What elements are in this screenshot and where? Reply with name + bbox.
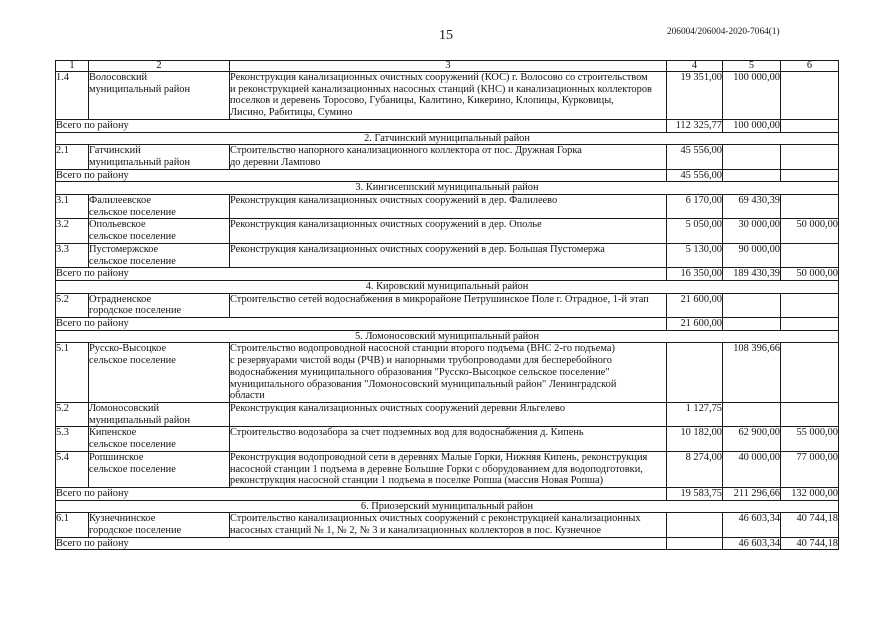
project-description-line: до деревни Лампово: [230, 156, 321, 168]
municipality-name: [89, 219, 230, 243]
amount-col5: [723, 145, 781, 169]
projects-table: [55, 60, 839, 550]
item-row: [56, 402, 839, 426]
municipality-name-line: сельское поселение: [89, 231, 176, 243]
page-number: 15: [439, 28, 453, 43]
municipality-name-line: Русско-Высоцкое: [89, 343, 167, 355]
total-amount-col4: 112 325,77: [667, 119, 723, 132]
item-number: 1.4: [56, 72, 89, 120]
table-header-row: [56, 61, 839, 72]
amount-col6: 40 744,18: [781, 513, 839, 537]
municipality-name-line: Пустомержское: [89, 243, 159, 255]
municipality-name: [89, 243, 230, 267]
section-row: [56, 182, 839, 195]
project-description-line: поселков и деревень Торосово, Губаницы, Калитино, Кикерино, Клопицы, Курковицы,: [230, 95, 614, 107]
item-number: 5.4: [56, 451, 89, 487]
item-number: 3.1: [56, 195, 89, 219]
amount-col6: [781, 293, 839, 317]
amount-col6: [781, 402, 839, 426]
municipality-name-line: Волосовский: [89, 72, 148, 83]
item-number: 2.1: [56, 145, 89, 169]
total-amount-col4: 19 583,75: [667, 487, 723, 500]
municipality-name-line: Ропшинское: [89, 451, 144, 463]
item-row: [56, 427, 839, 451]
amount-col6: [781, 343, 839, 403]
total-amount-col6: 50 000,00: [781, 268, 839, 281]
amount-col4: 21 600,00: [667, 293, 723, 317]
item-row: [56, 219, 839, 243]
item-row: [56, 451, 839, 487]
project-description-line: Строительство сетей водоснабжения в микрорайоне Петрушинское Поле г. Отрадное, 1-й этап: [230, 293, 649, 305]
project-description-line: с резервуарами чистой воды (РЧВ) и напорными трубопроводами для бесперебойного: [230, 355, 613, 367]
amount-col5: [723, 402, 781, 426]
municipality-name: [89, 293, 230, 317]
municipality-name-line: Ломоносовский: [89, 402, 160, 414]
header-cell-5: 5: [723, 61, 781, 72]
amount-col4: 10 182,00: [667, 427, 723, 451]
total-amount-col4: 16 350,00: [667, 268, 723, 281]
item-row: [56, 513, 839, 537]
amount-col4: [667, 513, 723, 537]
amount-col6: 55 000,00: [781, 427, 839, 451]
municipality-name-line: муниципальный район: [89, 156, 191, 168]
total-row: [56, 169, 839, 182]
amount-col6: [781, 145, 839, 169]
total-amount-col4: 21 600,00: [667, 318, 723, 331]
project-description: [230, 219, 667, 243]
project-description-line: насосной станции 1 подъема в деревне Большие Горки с оборудованием для водоподготовки,: [230, 463, 643, 475]
total-amount-col6: [781, 169, 839, 182]
item-number: 5.1: [56, 343, 89, 403]
amount-col5: 62 900,00: [723, 427, 781, 451]
project-description-line: Лисино, Рабитицы, Сумино: [230, 107, 353, 119]
project-description-line: водоснабжения муниципального образования "Русско-Высоцкое сельское поселение": [230, 366, 610, 378]
section-title: 4. Кировский муниципальный район: [56, 280, 839, 293]
section-title: 6. Приозерский муниципальный район: [56, 500, 839, 513]
project-description-line: Реконструкция канализационных очистных сооружений в дер. Ополье: [230, 219, 542, 231]
amount-col4: 19 351,00: [667, 72, 723, 120]
project-description-line: муниципального образования "Ломоносовский муниципальный район" Ленинградской: [230, 378, 617, 390]
amount-col4: 6 170,00: [667, 195, 723, 219]
amount-col6: 50 000,00: [781, 219, 839, 243]
project-description-line: области: [230, 390, 265, 402]
item-number: 5.3: [56, 427, 89, 451]
total-label: Всего по району: [56, 537, 667, 550]
amount-col4: 45 556,00: [667, 145, 723, 169]
amount-col6: 77 000,00: [781, 451, 839, 487]
municipality-name: [89, 145, 230, 169]
item-number: 5.2: [56, 293, 89, 317]
project-description-line: насосных станций № 1, № 2, № 3 и канализационных коллекторов в пос. Кузнечное: [230, 525, 601, 537]
header-cell-1: 1: [56, 61, 89, 72]
municipality-name-line: сельское поселение: [89, 255, 176, 267]
project-description-line: реконструкция насосной станции 1 подъема в поселке Ропша (массив Новая Ропша): [230, 475, 604, 487]
section-row: [56, 500, 839, 513]
total-amount-col6: 40 744,18: [781, 537, 839, 550]
total-label: Всего по району: [56, 169, 667, 182]
amount-col6: [781, 72, 839, 120]
total-label: Всего по району: [56, 487, 667, 500]
project-description-line: Реконструкция водопроводной сети в деревнях Малые Горки, Нижняя Кипень, реконструкция: [230, 451, 648, 463]
project-description: [230, 195, 667, 219]
amount-col5: 46 603,34: [723, 513, 781, 537]
project-description: [230, 343, 667, 403]
municipality-name-line: сельское поселение: [89, 439, 176, 451]
total-amount-col5: [723, 318, 781, 331]
item-row: [56, 293, 839, 317]
project-description-line: Строительство канализационных очистных сооружений с реконструкцией канализационных: [230, 513, 641, 525]
municipality-name: [89, 402, 230, 426]
section-row: [56, 330, 839, 343]
section-row: [56, 280, 839, 293]
project-description-line: Реконструкция канализационных очистных сооружений деревни Яльгелево: [230, 402, 566, 414]
amount-col4: [667, 343, 723, 403]
project-description: [230, 451, 667, 487]
item-row: [56, 72, 839, 120]
municipality-name-line: Опольевское: [89, 219, 146, 231]
amount-col4: 8 274,00: [667, 451, 723, 487]
project-description-line: Строительство водозабора за счет подземных вод для водоснабжения д. Кипень: [230, 427, 584, 439]
amount-col6: [781, 195, 839, 219]
amount-col4: 5 130,00: [667, 243, 723, 267]
total-amount-col6: 132 000,00: [781, 487, 839, 500]
amount-col5: 108 396,66: [723, 343, 781, 403]
total-row: [56, 537, 839, 550]
header-cell-6: 6: [781, 61, 839, 72]
total-row: [56, 318, 839, 331]
municipality-name: [89, 513, 230, 537]
municipality-name-line: Кипенское: [89, 427, 137, 439]
municipality-name-line: городское поселение: [89, 525, 182, 537]
total-row: [56, 268, 839, 281]
project-description-line: и реконструкцией канализационных насосных станций (КНС) и канализационных коллекторов: [230, 83, 652, 95]
item-row: [56, 195, 839, 219]
total-row: [56, 119, 839, 132]
section-title: 2. Гатчинский муниципальный район: [56, 132, 839, 145]
total-row: [56, 487, 839, 500]
municipality-name: [89, 427, 230, 451]
municipality-name-line: городское поселение: [89, 305, 182, 317]
municipality-name-line: сельское поселение: [89, 206, 176, 218]
section-title: 3. Кингисеппский муниципальный район: [56, 182, 839, 195]
amount-col5: [723, 293, 781, 317]
item-number: 3.3: [56, 243, 89, 267]
item-number: 5.2: [56, 402, 89, 426]
amount-col4: 1 127,75: [667, 402, 723, 426]
item-row: [56, 145, 839, 169]
section-title: 5. Ломоносовский муниципальный район: [56, 330, 839, 343]
municipality-name: [89, 195, 230, 219]
project-description-line: Реконструкция канализационных очистных сооружений в дер. Фалилеево: [230, 195, 558, 207]
municipality-name-line: Фалилеевское: [89, 195, 151, 207]
total-amount-col6: [781, 119, 839, 132]
total-amount-col4: 45 556,00: [667, 169, 723, 182]
amount-col5: 30 000,00: [723, 219, 781, 243]
total-amount-col5: [723, 169, 781, 182]
header-cell-2: 2: [89, 61, 230, 72]
project-description-line: Реконструкция канализационных очистных сооружений (КОС) г. Волосово со строительством: [230, 72, 648, 83]
municipality-name: [89, 343, 230, 403]
header-cell-3: 3: [230, 61, 667, 72]
amount-col5: 90 000,00: [723, 243, 781, 267]
total-amount-col5: 100 000,00: [723, 119, 781, 132]
municipality-name-line: Отрадненское: [89, 293, 152, 305]
municipality-name-line: муниципальный район: [89, 83, 191, 95]
total-label: Всего по району: [56, 318, 667, 331]
municipality-name-line: сельское поселение: [89, 463, 176, 475]
project-description-line: Реконструкция канализационных очистных сооружений в дер. Большая Пустомержа: [230, 243, 605, 255]
table-body: [56, 72, 839, 550]
amount-col5: 40 000,00: [723, 451, 781, 487]
project-description: [230, 243, 667, 267]
item-row: [56, 343, 839, 403]
item-row: [56, 243, 839, 267]
project-description: [230, 513, 667, 537]
amount-col6: [781, 243, 839, 267]
municipality-name-line: Гатчинский: [89, 145, 141, 157]
item-number: 6.1: [56, 513, 89, 537]
total-label: Всего по району: [56, 119, 667, 132]
project-description: [230, 293, 667, 317]
project-description: [230, 427, 667, 451]
item-number: 3.2: [56, 219, 89, 243]
municipality-name-line: муниципальный район: [89, 414, 191, 426]
amount-col4: 5 050,00: [667, 219, 723, 243]
section-row: [56, 132, 839, 145]
total-amount-col4: [667, 537, 723, 550]
municipality-name: [89, 451, 230, 487]
total-amount-col5: 189 430,39: [723, 268, 781, 281]
municipality-name-line: сельское поселение: [89, 355, 176, 367]
header-cell-4: 4: [667, 61, 723, 72]
project-description-line: Строительство напорного канализационного коллектора от пос. Дружная Горка: [230, 145, 582, 157]
total-amount-col6: [781, 318, 839, 331]
amount-col5: 100 000,00: [723, 72, 781, 120]
municipality-name-line: Кузнечнинское: [89, 513, 156, 525]
municipality-name: [89, 72, 230, 120]
document-code: 206004/206004-2020-7064(1): [667, 27, 780, 37]
total-label: Всего по району: [56, 268, 667, 281]
project-description: [230, 402, 667, 426]
project-description-line: Строительство водопроводной насосной станции второго подъема (ВНС 2-го подъема): [230, 343, 615, 355]
project-description: [230, 145, 667, 169]
project-description: [230, 72, 667, 120]
total-amount-col5: 211 296,66: [723, 487, 781, 500]
total-amount-col5: 46 603,34: [723, 537, 781, 550]
amount-col5: 69 430,39: [723, 195, 781, 219]
